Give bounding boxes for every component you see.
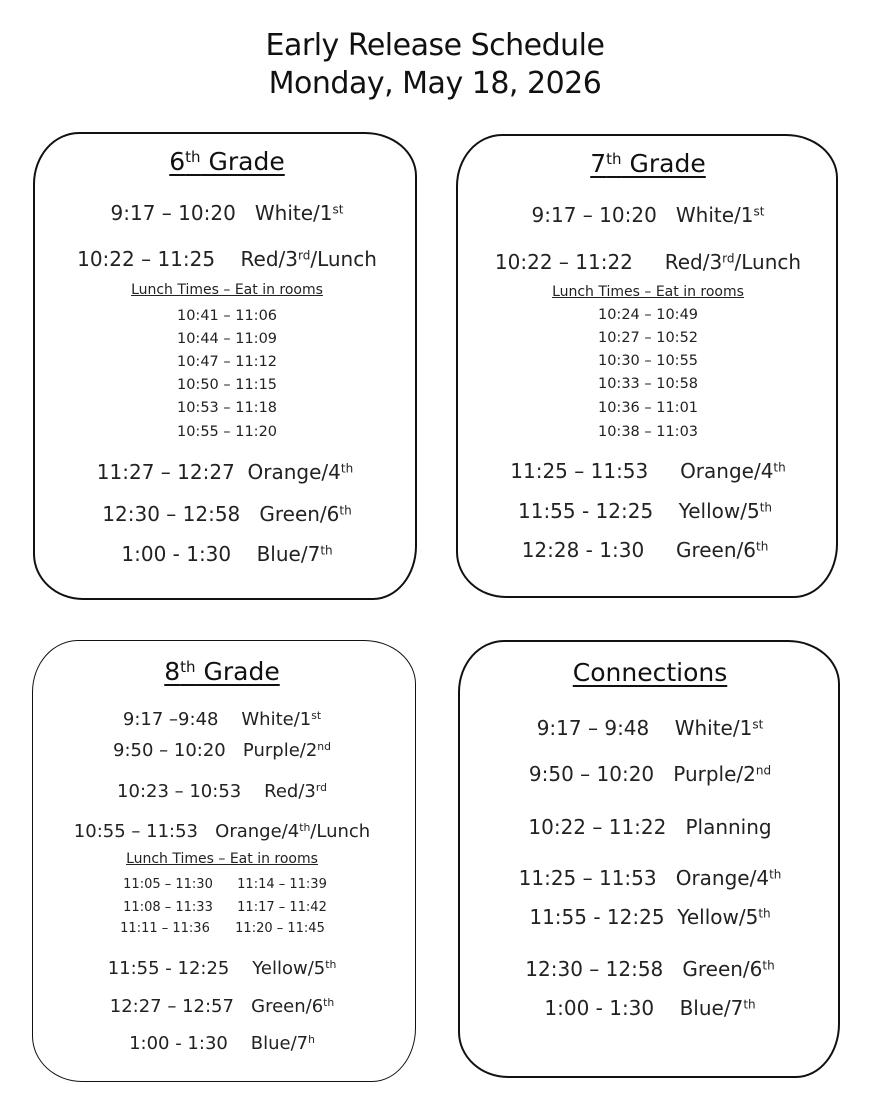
grade6-lunch-time: 10:44 – 11:09 bbox=[176, 331, 278, 347]
grade8-lunch-time: 11:14 – 11:39 bbox=[237, 877, 327, 892]
grade6-lunch-time: 10:41 – 11:06 bbox=[176, 308, 278, 324]
page-date: Monday, May 18, 2026 bbox=[268, 66, 602, 101]
connections-heading: Connections bbox=[572, 658, 728, 687]
grade8-lunch-time: 11:11 – 11:36 bbox=[120, 921, 210, 936]
grade8-heading: 8th Grade bbox=[164, 657, 280, 686]
grade8-period-5: 11:55 - 12:25 Yellow/5th bbox=[107, 958, 337, 979]
grade8-lunch-time: 11:05 – 11:30 bbox=[123, 877, 213, 892]
grade8-period-2: 9:50 – 10:20 Purple/2nd bbox=[113, 740, 331, 761]
grade6-period-4: 12:30 – 12:58 Green/6th bbox=[102, 502, 352, 526]
grade7-heading: 7th Grade bbox=[590, 149, 706, 178]
connections-period-5: 11:55 - 12:25 Yellow/5th bbox=[529, 905, 771, 929]
grade8-period-6: 12:27 – 12:57 Green/6th bbox=[109, 996, 335, 1017]
grade7-lunch-time: 10:30 – 10:55 bbox=[597, 353, 699, 369]
page-title: Early Release Schedule bbox=[265, 28, 605, 63]
connections-period-4: 11:25 – 11:53 Orange/4th bbox=[518, 866, 782, 890]
connections-period-2: 9:50 – 10:20 Purple/2nd bbox=[528, 762, 772, 786]
grade6-lunch-time: 10:50 – 11:15 bbox=[176, 377, 278, 393]
grade8-lunch-time: 11:08 – 11:33 bbox=[123, 900, 213, 915]
grade7-period-4: 11:55 - 12:25 Yellow/5th bbox=[517, 499, 773, 523]
grade7-lunch-time: 10:24 – 10:49 bbox=[597, 307, 699, 323]
grade6-heading: 6th Grade bbox=[169, 147, 285, 176]
grade6-period-3: 11:27 – 12:27 Orange/4th bbox=[96, 460, 354, 484]
grade7-period-5: 12:28 - 1:30 Green/6th bbox=[521, 538, 769, 562]
grade8-lunch-time: 11:17 – 11:42 bbox=[237, 900, 327, 915]
grade8-period-1: 9:17 –9:48 White/1st bbox=[122, 709, 322, 730]
grade7-lunch-time: 10:38 – 11:03 bbox=[597, 424, 699, 440]
grade7-period-3: 11:25 – 11:53 Orange/4th bbox=[510, 459, 786, 483]
grade7-period-1: 9:17 – 10:20 White/1st bbox=[531, 203, 765, 227]
grade7-lunch-time: 10:33 – 10:58 bbox=[597, 376, 699, 392]
grade7-lunch-time: 10:36 – 11:01 bbox=[597, 400, 699, 416]
grade7-lunch-time: 10:27 – 10:52 bbox=[597, 330, 699, 346]
connections-period-3: 10:22 – 11:22 Planning bbox=[528, 815, 772, 839]
grade6-period-5: 1:00 - 1:30 Blue/7th bbox=[121, 542, 333, 566]
grade6-period-1: 9:17 – 10:20 White/1st bbox=[110, 201, 344, 225]
grade6-period-2: 10:22 – 11:25 Red/3rd/Lunch bbox=[77, 247, 377, 271]
grade8-lunch-header: Lunch Times – Eat in rooms bbox=[126, 851, 318, 867]
connections-period-7: 1:00 - 1:30 Blue/7th bbox=[544, 996, 756, 1020]
grade6-lunch-time: 10:53 – 11:18 bbox=[176, 400, 278, 416]
grade7-lunch-header: Lunch Times – Eat in rooms bbox=[552, 284, 744, 300]
connections-period-6: 12:30 – 12:58 Green/6th bbox=[525, 957, 775, 981]
grade8-period-3: 10:23 – 10:53 Red/3rd bbox=[117, 781, 327, 802]
grade8-lunch-time: 11:20 – 11:45 bbox=[235, 921, 325, 936]
grade6-lunch-time: 10:55 – 11:20 bbox=[176, 424, 278, 440]
connections-period-1: 9:17 – 9:48 White/1st bbox=[536, 716, 764, 740]
grade6-lunch-header: Lunch Times – Eat in rooms bbox=[131, 282, 323, 298]
grade8-period-7: 1:00 - 1:30 Blue/7$^h$ bbox=[129, 1033, 315, 1054]
grade8-period-4: 10:55 – 11:53 Orange/4th/Lunch bbox=[73, 821, 371, 842]
grade7-period-2: 10:22 – 11:22 Red/3rd/Lunch bbox=[494, 250, 802, 274]
grade6-lunch-time: 10:47 – 11:12 bbox=[176, 354, 278, 370]
